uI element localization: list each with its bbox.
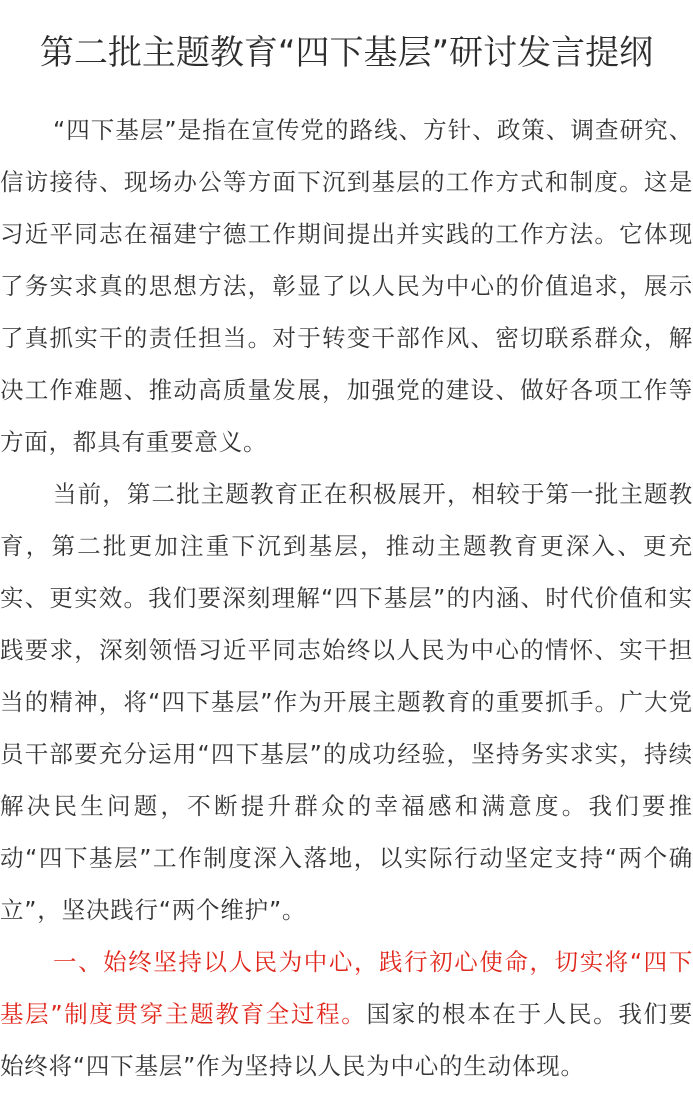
paragraph-intro-text: “四下基层”是指在宣传党的路线、方针、政策、调查研究、信访接待、现场办公等方面下沉到基层的工作方式和制度。这是习近平同志在福建宁德工作期间提出并实践的工作方法。它体现了务实求真的思想方法，彰显了以人民为中心的价值追求，展示了真抓实干的责任担当。对于转变干部作风、密切联系群众，解决工作难题、推动高质量发展，加强党的建设、做好各项工作等方面，都具有重要意义。 (0, 116, 693, 456)
paragraph-current (0, 468, 693, 936)
document-title: 第二批主题教育“四下基层”研讨发言提纲 (39, 33, 654, 73)
paragraph-intro (0, 104, 693, 468)
section-one-heading: 一、始终坚持以人民为中心，践行初心使命，切实将“四下基层”制度贯穿主题教育全过程。 (0, 948, 693, 1028)
document-body (0, 104, 693, 1092)
paragraph-section-one (0, 936, 693, 1092)
section-one-text: 国家的根本在于人民。我们要始终将“四下基层”作为坚持以人民为中心的生动体现。 (0, 1000, 693, 1080)
paragraph-current-text: 当前，第二批主题教育正在积极展开，相较于第一批主题教育，第二批更加注重下沉到基层，推动主题教育更深入、更充实、更实效。我们要深刻理解“四下基层”的内涵、时代价值和实践要求，深刻领悟习近平同志始终以人民为中心的情怀、实干担当的精神，将“四下基层”作为开展主题教育的重要抓手。广大党员干部要充分运用“四下基层”的成功经验，坚持务实求实，持续解决民生问题，不断提升群众的幸福感和满意度。我们要推动“四下基层”工作制度深入落地，以实际行动坚定支持“两个确立”，坚决践行“两个维护”。 (0, 480, 693, 924)
